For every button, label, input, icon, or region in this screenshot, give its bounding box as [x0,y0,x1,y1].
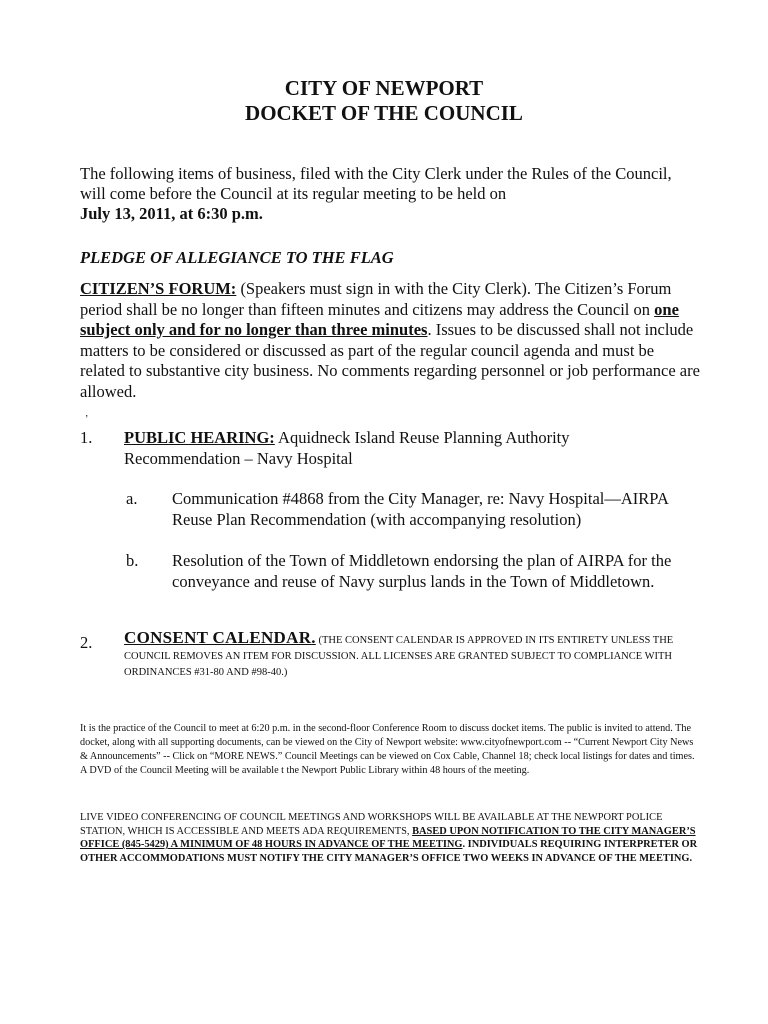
meeting-date: July 13, 2011, at 6:30 p.m. [80,204,263,223]
subitem-letter: b. [126,551,139,570]
practice-text-1: It is the practice of the Council to meet at 6:20 p.m. in the second-floor Conference Room to discuss docket items. The public is invited to attend. The docket, along with all supporting documents, can be viewed on the City of Newport website: [80,723,692,748]
subitem-text: Communication #4868 from the City Manager, re: Navy Hospital—AIRPA Reuse Plan Recommendation (with accompanying resolution) [172,489,668,529]
intro-paragraph [80,164,700,224]
citizens-forum-paragraph [80,279,700,402]
subitem-text: Resolution of the Town of Middletown endorsing the plan of AIRPA for the conveyance and reuse of Navy surplus lands in the Town of Middletown. [172,551,672,591]
subitem-letter: a. [126,489,138,508]
intro-text: The following items of business, filed with the City Clerk under the Rules of the Council, will come before the Council at its regular meeting to be held on [80,164,672,203]
consent-calendar-note: (THE CONSENT CALENDAR IS APPROVED IN ITS ENTIRETY UNLESS THE COUNCIL REMOVES AN ITEM FOR DISCUSSION. ALL LICENSES ARE GRANTED SUBJECT TO COMPLIANCE WITH ORDINANCES #31-80 AND #98-40.) [124,635,674,678]
consent-calendar-item [124,628,694,679]
website-link[interactable]: www.cityofnewport.com [460,737,562,748]
item-number: 1. [80,428,93,447]
notice-text-1: LIVE VIDEO CONFERENCING OF COUNCIL MEETINGS AND WORKSHOPS WILL BE AVAILABLE AT THE NEWPORT POLICE STATION, WHICH IS ACCESSIBLE AND MEETS ADA REQUIREMENTS, [80,812,663,837]
public-hearing-item [124,428,684,469]
docket-title: DOCKET OF THE COUNCIL [245,101,523,125]
city-title: CITY OF NEWPORT [284,76,484,100]
practice-text-2: -- “Current Newport City News & Announcements” -- Click on “MORE NEWS.” Council Meetings can be viewed on Cox Cable, Channel 18; check local listings for dates and times. A DVD of the Council Meeting will be available t the Newport Public Library within 48 hours of the meeting. [80,737,695,776]
notice-text-2: . INDIVIDUALS REQUIRING INTERPRETER OR OTHER ACCOMMODATIONS MUST NOTIFY THE CITY MANAGER’S OFFICE TWO WEEKS IN ADVANCE OF THE MEETING. [80,839,698,864]
item-number: 2. [80,633,93,652]
stray-mark: ‚ [85,408,89,419]
pledge-heading: PLEDGE OF ALLEGIANCE TO THE FLAG [80,248,394,267]
public-hearing-text: Aquidneck Island Reuse Planning Authority Recommendation – Navy Hospital [124,428,570,468]
consent-calendar-heading: CONSENT CALENDAR. [124,628,316,647]
forum-text-2: . Issues to be discussed shall not include matters to be considered or discussed as part of the regular council agenda and must be related to substantive city business. No comments regarding personnel or job performance are allowed. [80,320,700,401]
notice-underlined: BASED UPON NOTIFICATION TO THE CITY MANAGER’S OFFICE (845-5429) A MINIMUM OF 48 HOURS IN ADVANCE OF THE MEETING [80,825,696,850]
practice-note [80,722,700,778]
forum-emphasis: one subject only and for no longer than three minutes [80,299,679,339]
accessibility-notice [80,811,710,865]
public-hearing-heading: PUBLIC HEARING: [124,428,275,447]
citizens-forum-label: CITIZEN’S FORUM: [80,279,237,298]
forum-text-1: (Speakers must sign in with the City Clerk). The Citizen’s Forum period shall be no longer than fifteen minutes and citizens may address the Council on [80,279,672,319]
